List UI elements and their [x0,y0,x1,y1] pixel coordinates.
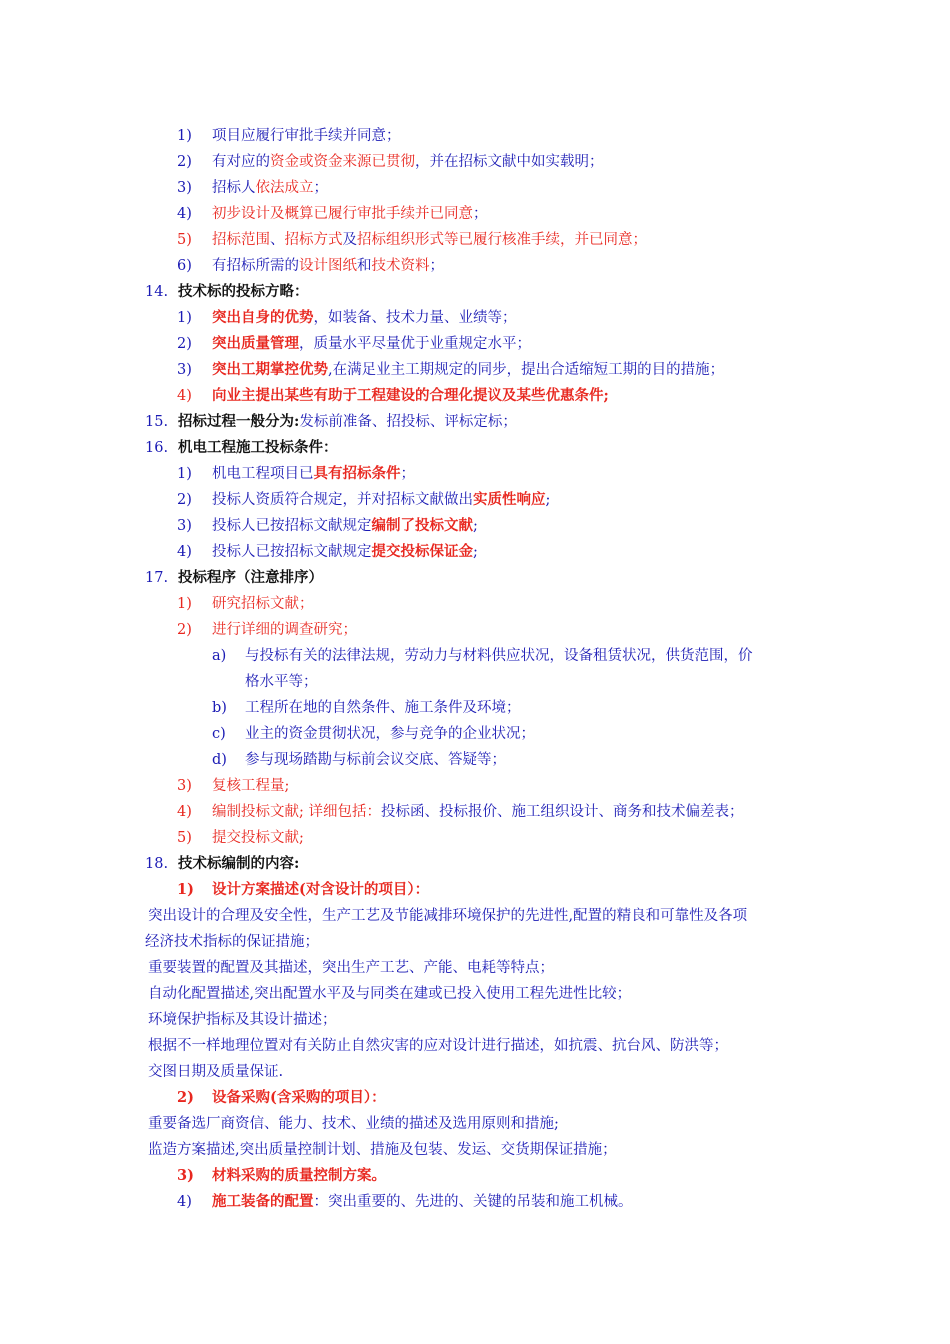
list-number: 2) [177,1089,194,1106]
text-segment: 编制投标文献; 详细包括： [212,804,381,820]
text-line [245,672,318,692]
text-segment: ； [429,258,444,274]
text-segment: 进行详细的调查研究； [212,622,357,638]
text-segment: 技术标编制的内容: [178,855,300,872]
text-line [148,1140,617,1160]
list-number: b) [212,700,227,716]
list-number: 3) [177,778,192,794]
text-segment: 、 [270,232,285,248]
text-line [212,516,478,536]
list-number: 15. [145,414,169,430]
text-segment: 根据不一样地理位置对有关防止自然灾害的应对设计进行描述，如抗震、抗台风、防洪等； [148,1038,728,1054]
list-number: 3) [177,362,192,378]
text-segment: 项目应履行审批手续并同意； [212,128,401,144]
text-segment: 自动化配置描述,突出配置水平及与同类在建或已投入使用工程先进性比较； [148,986,632,1002]
text-segment: 格水平等； [245,674,318,690]
text-line [148,906,747,926]
text-line [148,958,554,978]
list-number: 1) [177,466,192,482]
text-segment: ,在满足业主工期规定的同步，提出合适缩短工期的目的措施； [328,362,725,378]
text-line [145,932,319,952]
text-line [212,256,444,276]
list-number: 4) [177,206,192,222]
list-number: 1) [177,128,192,144]
text-line [212,334,531,354]
list-number: 4) [177,804,192,820]
text-segment: 投标函、投标报价、施工组织设计、商务和技术偏差表； [381,804,744,820]
text-segment: ； [473,206,488,222]
text-segment: 交图日期及质量保证. [148,1064,284,1080]
text-line [212,1192,633,1212]
text-segment: 和 [357,258,372,274]
text-segment: ; [473,544,478,560]
text-segment: 向业主提出某些有助于工程建设的合理化提议及某些优惠条件; [212,387,609,404]
list-number: 2) [177,492,192,508]
text-segment: 经济技术指标的保证措施； [145,934,319,950]
text-line [212,126,401,146]
text-segment: 业主的资金贯彻状况，参与竞争的企业状况； [245,726,535,742]
text-segment: 初步设计及概算已履行审批手续并已同意 [212,206,473,222]
text-segment: 资金或资金来源已贯彻 [270,154,415,170]
text-segment: 招标范围 [212,232,270,248]
text-line [212,542,478,562]
text-line [212,230,647,250]
text-segment: 材料采购的质量控制方案。 [212,1167,386,1184]
text-segment: 具有招标条件 [313,465,401,482]
text-line [212,776,289,796]
text-segment: 参与现场踏勘与标前会议交底、答疑等； [245,752,506,768]
text-segment: 突出工期掌控优势 [212,361,328,378]
text-segment: ，质量水平尽量优于业重规定水平； [299,336,531,352]
list-number: 1) [177,310,192,326]
text-segment: 监造方案描述,突出质量控制计划、措施及包装、发运、交货期保证措施； [148,1142,617,1158]
text-segment: ; [473,518,478,534]
list-number: 2) [177,622,192,638]
list-number: 6) [177,258,192,274]
text-segment: 投标程序（注意排序） [178,569,323,586]
text-segment: 及 [342,232,357,248]
text-segment: 招标人 [212,180,256,196]
text-segment: 环境保护指标及其设计描述； [148,1012,337,1028]
text-segment: 提交投标保证金 [371,543,473,560]
text-segment: 重要备选厂商资信、能力、技术、业绩的描述及选用原则和措施; [148,1116,559,1132]
text-line [212,152,604,172]
text-line [148,1010,337,1030]
text-segment: 机电工程施工投标条件： [178,439,338,456]
text-segment: 等已履行核准手续，并已同意； [444,232,647,248]
text-segment: 工程所在地的自然条件、施工条件及环境； [245,700,521,716]
text-line [212,464,415,484]
text-segment: 设计图纸 [299,258,357,274]
text-segment: ：突出重要的、先进的、关键的吊装和施工机械。 [313,1194,633,1210]
text-line [212,1088,386,1108]
list-number: 5) [177,830,192,846]
text-line [212,880,429,900]
list-number: 3) [177,1167,194,1184]
list-number: 1) [177,881,194,898]
text-line [212,204,488,224]
text-line [178,412,517,432]
text-line [212,360,724,380]
text-segment: ； [400,466,415,482]
text-segment: 招标组织形式 [357,232,444,248]
list-number: 1) [177,596,192,612]
text-segment: 技术标的投标方略： [178,283,309,300]
list-number: 17. [145,570,169,586]
list-number: 3) [177,180,192,196]
text-segment: 与投标有关的法律法规，劳动力与材料供应状况，设备租赁状况，供货范围，价 [245,648,753,664]
text-segment: 招标方式 [284,232,343,248]
text-segment: 设备采购(含采购的项目）： [212,1089,386,1106]
text-segment: 投标人已按招标文献规定 [212,544,372,560]
text-segment: 有对应的 [212,154,270,170]
text-line [178,282,309,302]
text-segment: 投标人已按招标文献规定 [212,518,372,534]
list-number: 4) [177,1194,192,1210]
list-number: 3) [177,518,192,534]
text-segment: ，并在招标文献中如实载明； [415,154,604,170]
text-line [212,386,609,406]
list-number: 18. [145,856,169,872]
text-segment: ； [313,180,328,196]
text-line [212,620,357,640]
text-segment: 突出质量管理 [212,335,299,352]
list-number: 2) [177,336,192,352]
text-segment: 技术资料 [371,258,430,274]
text-segment: 突出设计的合理及安全性，生产工艺及节能减排环境保护的先进性,配置的精良和可靠性及各项 [148,908,748,924]
text-line [178,568,323,588]
text-segment: ，如装备、技术力量、业绩等； [313,310,517,326]
list-number: 5) [177,232,192,248]
text-line [212,1166,386,1186]
text-line [212,594,314,614]
text-line [245,698,521,718]
text-line [148,984,631,1004]
text-line [212,802,744,822]
text-segment: 重要装置的配置及其描述，突出生产工艺、产能、电耗等特点； [148,960,554,976]
text-line [212,828,304,848]
text-segment: 招标过程一般分为: [178,413,300,430]
text-segment: ; [545,492,551,508]
text-segment: 发标前准备、招投标、评标定标； [299,414,517,430]
text-segment: 依法成立 [255,180,314,196]
list-number: 14. [145,284,169,300]
text-line [148,1062,283,1082]
text-line [212,308,517,328]
text-segment: 投标人资质符合规定，并对招标文献做出 [212,492,473,508]
list-number: a) [212,648,227,664]
text-segment: 机电工程项目已 [212,466,314,482]
text-segment: 实质性响应 [473,491,546,508]
text-segment: 有招标所需的 [212,258,299,274]
text-line [178,854,299,874]
text-line [245,646,753,666]
text-line [148,1036,728,1056]
text-line [245,750,506,770]
list-number: c) [212,726,226,742]
list-number: 4) [177,388,192,404]
text-segment: 设计方案描述(对含设计的项目）： [212,881,430,898]
list-number: 2) [177,154,192,170]
text-line [178,438,338,458]
text-line [212,490,550,510]
list-number: d) [212,752,227,768]
list-number: 4) [177,544,192,560]
text-line [212,178,328,198]
text-line [245,724,535,744]
text-segment: 复核工程量; [212,778,290,794]
text-line [148,1114,559,1134]
text-segment: 施工装备的配置 [212,1193,314,1210]
list-number: 16. [145,440,169,456]
text-segment: 提交投标文献; [212,830,304,846]
text-segment: 编制了投标文献 [371,517,473,534]
text-segment: 突出自身的优势 [212,309,314,326]
text-segment: 研究招标文献； [212,596,314,612]
